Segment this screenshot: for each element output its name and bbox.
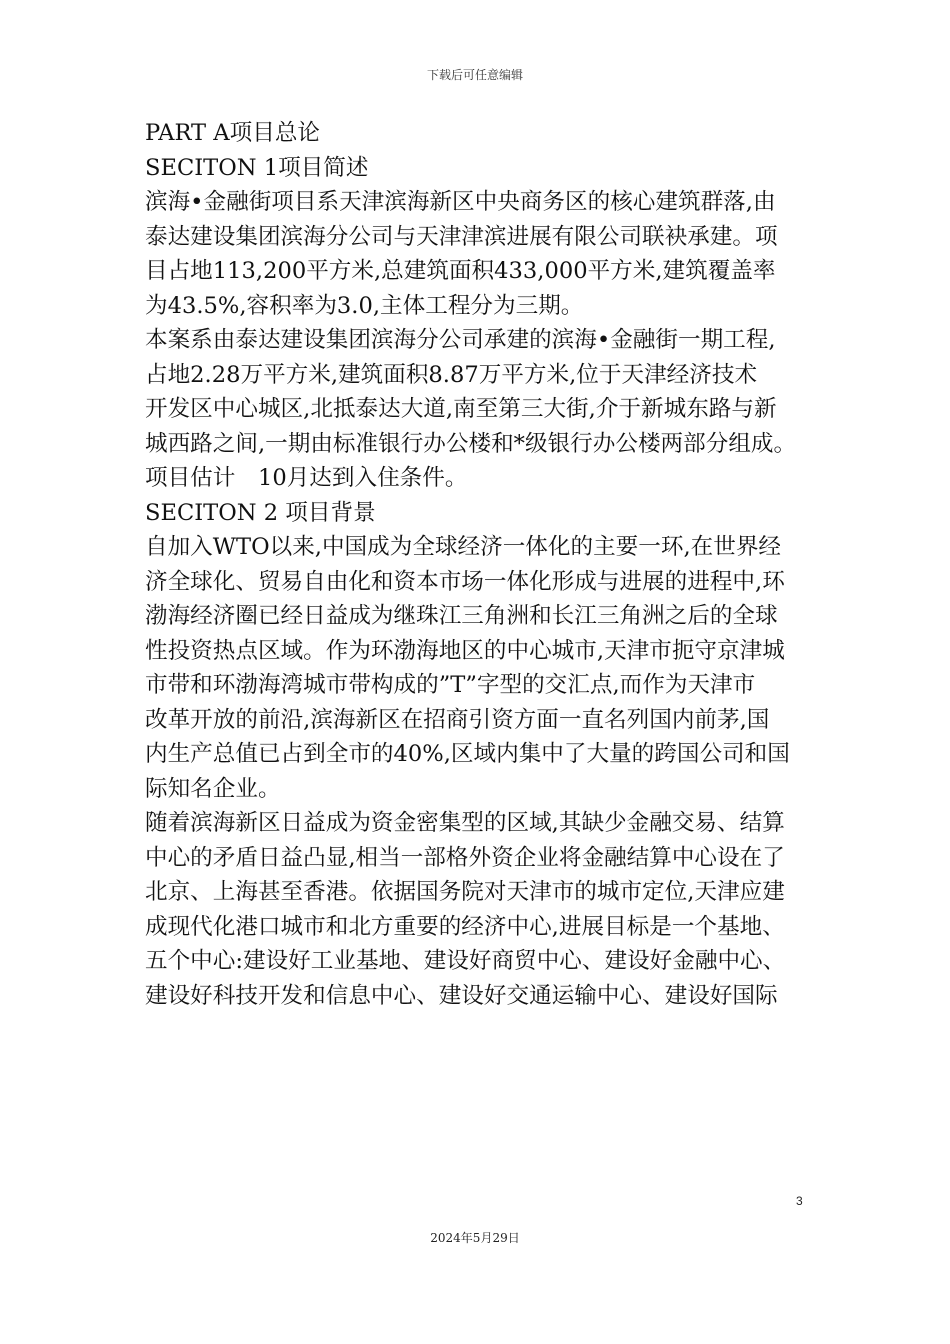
text-line: 滨海•金融街项目系天津滨海新区中央商务区的核心建筑群落,由: [145, 189, 776, 215]
text-line: 建设好科技开发和信息中心、建设好交通运输中心、建设好国际: [145, 982, 778, 1009]
text-line: 内生产总值已占到全市的40%,区域内集中了大量的跨国公司和国: [145, 741, 790, 767]
text-line: 北京、上海甚至香港。依据国务院对天津市的城市定位,天津应建: [145, 879, 785, 905]
text-line: 本案系由泰达建设集团滨海分公司承建的滨海•金融街一期工程,: [145, 327, 776, 353]
text-line: 自加入WTO以来,中国成为全球经济一体化的主要一环,在世界经: [145, 534, 782, 560]
section-title-part-a: PART A项目总论: [145, 120, 321, 146]
document-body: [145, 116, 810, 1013]
text-line: 成现代化港口城市和北方重要的经济中心,进展目标是一个基地、: [145, 913, 785, 940]
text-line: 项目估计 10月达到入住条件。: [145, 465, 468, 491]
text-line: 济全球化、贸易自由化和资本市场一体化形成与进展的进程中,环: [145, 568, 785, 595]
page-number: 3: [796, 1194, 803, 1208]
text-line: 随着滨海新区日益成为资金密集型的区域,其缺少金融交易、结算: [145, 810, 785, 836]
text-line: 市带和环渤海湾城市带构成的”T”字型的交汇点,而作为天津市: [145, 672, 756, 698]
text-line: 为43.5%,容积率为3.0,主体工程分为三期。: [145, 292, 584, 319]
text-line: 性投资热点区域。作为环渤海地区的中心城市,天津市扼守京津城: [145, 637, 785, 664]
page-header: 下载后可任意编辑: [426, 68, 523, 82]
text-line: 改革开放的前沿,滨海新区在招商引资方面一直名列国内前茅,国: [145, 706, 770, 733]
section-title-1: SECITON 1项目简述: [145, 154, 369, 181]
footer-date: 2024年5月29日: [430, 1231, 520, 1245]
text-line: 际知名企业。: [145, 775, 281, 802]
text-line: 目占地113,200平方米,总建筑面积433,000平方米,建筑覆盖率: [145, 258, 776, 284]
text-line: 占地2.28万平方米,建筑面积8.87万平方米,位于天津经济技术: [145, 361, 758, 388]
text-line: 城西路之间,一期由标准银行办公楼和*级银行办公楼两部分组成。: [145, 430, 797, 457]
text-line: 渤海经济圈已经日益成为继珠江三角洲和长江三角洲之后的全球: [145, 603, 778, 629]
text-line: 泰达建设集团滨海分公司与天津津滨进展有限公司联袂承建。项: [145, 223, 778, 250]
text-line: 五个中心:建设好工业基地、建设好商贸中心、建设好金融中心、: [145, 948, 786, 974]
text-line: 开发区中心城区,北抵泰达大道,南至第三大街,介于新城东路与新: [145, 396, 777, 422]
section-title-2: SECITON 2 项目背景: [145, 499, 376, 526]
text-line: 中心的矛盾日益凸显,相当一部格外资企业将金融结算中心设在了: [145, 844, 785, 871]
